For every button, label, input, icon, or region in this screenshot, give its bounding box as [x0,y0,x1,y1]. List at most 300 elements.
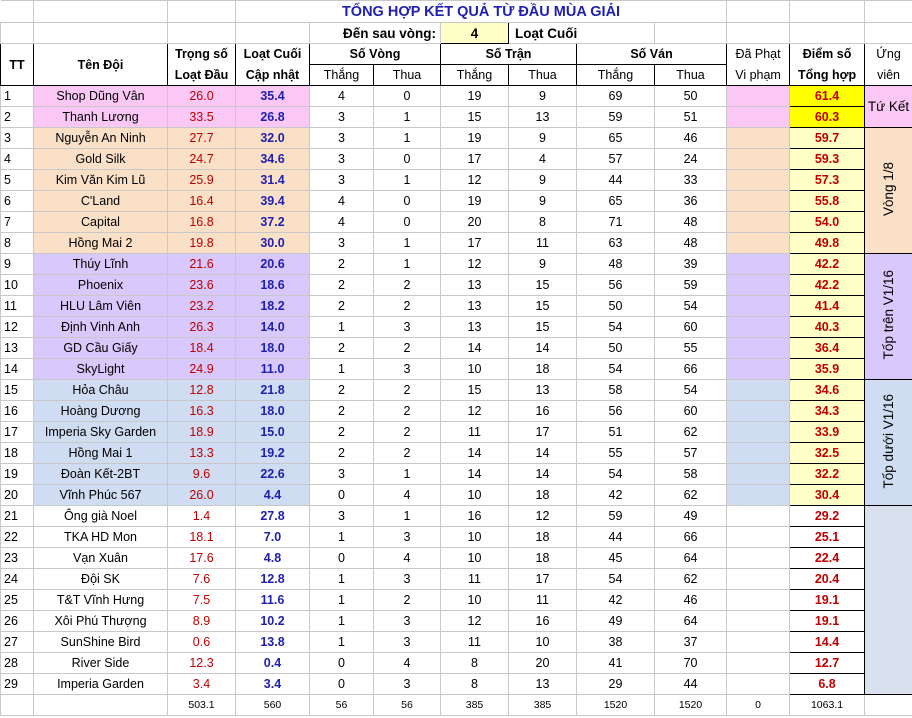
row-matches-lose: 18 [509,485,577,506]
row-rounds-lose: 2 [374,380,441,401]
header-games: Số Ván [577,44,727,65]
row-tt: 17 [1,422,34,443]
header-candidate-sub: viên [865,65,912,86]
row-rounds-lose: 3 [374,674,441,695]
row-penalty [727,464,790,485]
total-blank [1,695,34,716]
row-rounds-lose: 2 [374,338,441,359]
table-row [1,632,912,653]
row-tt: 7 [1,212,34,233]
table-row [1,401,912,422]
row-weight: 7.5 [168,590,236,611]
table-row [1,653,912,674]
table-row [1,464,912,485]
total-matches-win: 385 [441,695,509,716]
row-matches-win: 11 [441,569,509,590]
row-games-win: 44 [577,527,655,548]
row-penalty [727,590,790,611]
row-games-lose: 48 [655,212,727,233]
row-matches-lose: 16 [509,401,577,422]
row-points: 34.3 [790,401,865,422]
row-weight: 23.6 [168,275,236,296]
row-rounds-lose: 3 [374,317,441,338]
row-rounds-win: 2 [310,422,374,443]
row-points: 12.7 [790,653,865,674]
row-games-lose: 36 [655,191,727,212]
row-matches-lose: 14 [509,464,577,485]
row-rounds-lose: 1 [374,128,441,149]
row-games-lose: 44 [655,674,727,695]
row-rounds-lose: 4 [374,485,441,506]
row-games-lose: 70 [655,653,727,674]
row-team: Imperia Sky Garden [34,422,168,443]
row-matches-lose: 13 [509,380,577,401]
row-weight: 16.4 [168,191,236,212]
row-matches-lose: 18 [509,527,577,548]
row-games-win: 50 [577,296,655,317]
row-rounds-lose: 2 [374,422,441,443]
header-rounds: Số Vòng [310,44,441,65]
group-round-of-16 [865,128,912,254]
row-penalty [727,338,790,359]
row-tt: 5 [1,170,34,191]
row-matches-lose: 11 [509,590,577,611]
row-games-lose: 60 [655,317,727,338]
row-rounds-lose: 1 [374,506,441,527]
header-rounds-win: Thắng [310,65,374,86]
row-matches-lose: 15 [509,317,577,338]
table-row [1,149,912,170]
row-matches-win: 10 [441,359,509,380]
row-games-win: 51 [577,422,655,443]
row-games-win: 71 [577,212,655,233]
row-team: T&T Vĩnh Hưng [34,590,168,611]
row-tt: 18 [1,443,34,464]
row-final: 0.4 [236,653,310,674]
row-matches-win: 13 [441,296,509,317]
row-team: TKA HD Mon [34,527,168,548]
row-games-lose: 46 [655,128,727,149]
row-games-lose: 64 [655,548,727,569]
row-tt: 20 [1,485,34,506]
row-points: 60.3 [790,107,865,128]
row-points: 20.4 [790,569,865,590]
row-rounds-lose: 3 [374,527,441,548]
row-team: GD Cầu Giấy [34,338,168,359]
total-penalty: 0 [727,695,790,716]
row-team: Gold Silk [34,149,168,170]
header-tt: TT [1,44,34,86]
row-rounds-lose: 0 [374,212,441,233]
row-team: Imperia Garden [34,674,168,695]
total-games-lose: 1520 [655,695,727,716]
table-row [1,527,912,548]
row-matches-lose: 15 [509,296,577,317]
row-tt: 4 [1,149,34,170]
group-top-lower-label: Tốp dưới V1/16 [881,393,897,489]
row-games-lose: 54 [655,296,727,317]
row-final: 31.4 [236,170,310,191]
row-matches-lose: 12 [509,506,577,527]
row-games-lose: 37 [655,632,727,653]
row-matches-win: 10 [441,485,509,506]
group-top-lower [865,380,912,506]
header-final: Loạt Cuối [236,44,310,65]
header-weight: Trọng số [168,44,236,65]
row-matches-win: 8 [441,653,509,674]
row-matches-lose: 9 [509,86,577,107]
table-row [1,233,912,254]
row-final: 18.0 [236,401,310,422]
total-games-win: 1520 [577,695,655,716]
row-rounds-lose: 1 [374,254,441,275]
row-rounds-lose: 4 [374,548,441,569]
row-rounds-win: 2 [310,254,374,275]
row-weight: 17.6 [168,548,236,569]
row-rounds-win: 3 [310,107,374,128]
row-rounds-lose: 2 [374,590,441,611]
row-rounds-lose: 2 [374,443,441,464]
row-weight: 16.8 [168,212,236,233]
row-rounds-win: 0 [310,674,374,695]
row-matches-lose: 13 [509,107,577,128]
row-matches-win: 13 [441,275,509,296]
row-matches-lose: 8 [509,212,577,233]
row-matches-win: 20 [441,212,509,233]
header-games-win: Thắng [577,65,655,86]
row-matches-win: 19 [441,191,509,212]
row-points: 42.2 [790,275,865,296]
group-round-of-16-label: Vòng 1/8 [881,161,897,217]
row-rounds-lose: 2 [374,401,441,422]
row-rounds-lose: 0 [374,149,441,170]
row-team: HLU Lâm Viên [34,296,168,317]
row-points: 34.6 [790,380,865,401]
group-quarterfinal-label: Tứ Kết [867,99,910,114]
row-matches-win: 14 [441,464,509,485]
row-team: River Side [34,653,168,674]
header-matches-win: Thắng [441,65,509,86]
row-points: 14.4 [790,632,865,653]
row-matches-win: 17 [441,233,509,254]
row-points: 32.2 [790,464,865,485]
row-tt: 8 [1,233,34,254]
row-penalty [727,548,790,569]
row-games-win: 54 [577,359,655,380]
row-matches-win: 10 [441,527,509,548]
table-row [1,548,912,569]
row-final: 4.8 [236,548,310,569]
header-matches: Số Trận [441,44,577,65]
header-candidate: Ứng [865,44,912,65]
row-weight: 25.9 [168,170,236,191]
row-rounds-win: 2 [310,443,374,464]
row-games-lose: 54 [655,380,727,401]
row-rounds-lose: 3 [374,632,441,653]
row-rounds-win: 2 [310,401,374,422]
row-team: Vĩnh Phúc 567 [34,485,168,506]
row-rounds-win: 2 [310,380,374,401]
row-penalty [727,611,790,632]
row-rounds-win: 1 [310,527,374,548]
row-games-lose: 39 [655,254,727,275]
total-blank [865,695,912,716]
row-tt: 19 [1,464,34,485]
table-row [1,254,912,275]
row-final: 13.8 [236,632,310,653]
row-weight: 18.1 [168,527,236,548]
row-games-win: 49 [577,611,655,632]
row-penalty [727,254,790,275]
row-final: 3.4 [236,674,310,695]
row-tt: 13 [1,338,34,359]
row-tt: 27 [1,632,34,653]
row-rounds-lose: 1 [374,107,441,128]
row-points: 57.3 [790,170,865,191]
header-penalty: Đã Phạt [727,44,790,65]
row-tt: 14 [1,359,34,380]
row-matches-lose: 11 [509,233,577,254]
row-team: Shop Dũng Vân [34,86,168,107]
row-games-lose: 66 [655,359,727,380]
row-points: 35.9 [790,359,865,380]
row-tt: 22 [1,527,34,548]
row-rounds-lose: 3 [374,611,441,632]
row-team: Đội SK [34,569,168,590]
row-games-lose: 50 [655,86,727,107]
row-games-lose: 24 [655,149,727,170]
row-games-lose: 49 [655,506,727,527]
row-penalty [727,485,790,506]
group-top-upper [865,254,912,380]
row-team: Định Vinh Anh [34,317,168,338]
row-points: 6.8 [790,674,865,695]
row-final: 18.6 [236,275,310,296]
row-weight: 21.6 [168,254,236,275]
round-label: Đến sau vòng: [310,23,441,44]
row-rounds-lose: 1 [374,233,441,254]
total-points: 1063.1 [790,695,865,716]
row-matches-lose: 9 [509,128,577,149]
row-tt: 2 [1,107,34,128]
row-weight: 27.7 [168,128,236,149]
row-matches-win: 15 [441,107,509,128]
row-rounds-win: 1 [310,359,374,380]
row-games-win: 42 [577,485,655,506]
row-team: Thúy Lĩnh [34,254,168,275]
round-suffix: Loạt Cuối [509,23,655,44]
row-games-win: 63 [577,233,655,254]
row-final: 22.6 [236,464,310,485]
row-weight: 18.4 [168,338,236,359]
row-games-win: 45 [577,548,655,569]
row-team: Hồng Mai 1 [34,443,168,464]
total-rounds-lose: 56 [374,695,441,716]
row-points: 30.4 [790,485,865,506]
row-points: 25.1 [790,527,865,548]
row-points: 59.3 [790,149,865,170]
row-games-lose: 55 [655,338,727,359]
row-final: 14.0 [236,317,310,338]
row-penalty [727,128,790,149]
row-games-lose: 46 [655,590,727,611]
row-points: 61.4 [790,86,865,107]
row-matches-win: 19 [441,128,509,149]
header-final-sub: Cập nhật [236,65,310,86]
row-team: Hồng Mai 2 [34,233,168,254]
row-rounds-win: 3 [310,506,374,527]
row-final: 10.2 [236,611,310,632]
row-rounds-win: 4 [310,212,374,233]
row-games-win: 50 [577,338,655,359]
round-input[interactable]: 4 [441,23,509,44]
row-weight: 8.9 [168,611,236,632]
row-matches-lose: 9 [509,254,577,275]
row-rounds-win: 4 [310,86,374,107]
row-matches-win: 12 [441,611,509,632]
row-team: Thanh Lương [34,107,168,128]
row-tt: 12 [1,317,34,338]
total-rounds-win: 56 [310,695,374,716]
row-games-lose: 57 [655,443,727,464]
row-tt: 28 [1,653,34,674]
row-points: 41.4 [790,296,865,317]
table-row [1,380,912,401]
row-penalty [727,149,790,170]
row-tt: 23 [1,548,34,569]
row-matches-win: 14 [441,443,509,464]
row-matches-win: 8 [441,674,509,695]
row-penalty [727,170,790,191]
row-penalty [727,653,790,674]
row-weight: 26.0 [168,86,236,107]
row-penalty [727,422,790,443]
row-matches-lose: 10 [509,632,577,653]
row-final: 21.8 [236,380,310,401]
row-tt: 9 [1,254,34,275]
row-points: 19.1 [790,611,865,632]
row-points: 19.1 [790,590,865,611]
header-points-sub: Tổng hợp [790,65,865,86]
row-games-win: 29 [577,674,655,695]
row-rounds-lose: 1 [374,170,441,191]
row-weight: 19.8 [168,233,236,254]
row-rounds-lose: 3 [374,359,441,380]
row-rounds-lose: 3 [374,569,441,590]
row-penalty [727,86,790,107]
row-final: 39.4 [236,191,310,212]
row-team: C'Land [34,191,168,212]
table-row [1,590,912,611]
header-points: Điểm số [790,44,865,65]
row-points: 40.3 [790,317,865,338]
table-row [1,611,912,632]
row-games-lose: 48 [655,233,727,254]
row-matches-lose: 9 [509,170,577,191]
row-tt: 24 [1,569,34,590]
row-games-win: 54 [577,569,655,590]
row-matches-lose: 14 [509,443,577,464]
row-penalty [727,632,790,653]
table-row [1,485,912,506]
row-final: 4.4 [236,485,310,506]
row-games-win: 54 [577,317,655,338]
row-tt: 10 [1,275,34,296]
row-team: Vạn Xuân [34,548,168,569]
row-matches-win: 12 [441,170,509,191]
table-row [1,107,912,128]
row-tt: 15 [1,380,34,401]
row-rounds-win: 0 [310,548,374,569]
row-games-win: 58 [577,380,655,401]
row-rounds-win: 3 [310,149,374,170]
row-final: 7.0 [236,527,310,548]
row-weight: 26.0 [168,485,236,506]
table-row [1,128,912,149]
row-penalty [727,212,790,233]
row-matches-lose: 20 [509,653,577,674]
row-final: 19.2 [236,443,310,464]
row-weight: 33.5 [168,107,236,128]
row-games-lose: 64 [655,611,727,632]
row-weight: 18.9 [168,422,236,443]
row-team: Đoàn Kết-2BT [34,464,168,485]
table-row [1,674,912,695]
row-games-lose: 66 [655,527,727,548]
row-rounds-win: 3 [310,128,374,149]
row-rounds-win: 0 [310,653,374,674]
table-row [1,191,912,212]
row-rounds-win: 1 [310,611,374,632]
table-row [1,317,912,338]
row-final: 15.0 [236,422,310,443]
row-matches-lose: 9 [509,191,577,212]
row-penalty [727,317,790,338]
row-games-win: 54 [577,464,655,485]
header-games-lose: Thua [655,65,727,86]
row-matches-win: 10 [441,590,509,611]
row-final: 27.8 [236,506,310,527]
row-final: 35.4 [236,86,310,107]
row-weight: 1.4 [168,506,236,527]
row-games-lose: 60 [655,401,727,422]
row-final: 11.6 [236,590,310,611]
table-row [1,506,912,527]
row-penalty [727,107,790,128]
row-weight: 12.8 [168,380,236,401]
row-games-win: 55 [577,443,655,464]
row-points: 54.0 [790,212,865,233]
row-rounds-win: 3 [310,170,374,191]
row-games-win: 44 [577,170,655,191]
row-weight: 13.3 [168,443,236,464]
row-rounds-win: 1 [310,590,374,611]
row-points: 42.2 [790,254,865,275]
row-matches-win: 10 [441,548,509,569]
row-games-lose: 62 [655,485,727,506]
header-penalty-sub: Vi phạm [727,65,790,86]
row-matches-lose: 15 [509,275,577,296]
row-rounds-win: 1 [310,632,374,653]
row-games-lose: 62 [655,422,727,443]
row-final: 37.2 [236,212,310,233]
row-points: 49.8 [790,233,865,254]
row-games-win: 65 [577,191,655,212]
row-matches-win: 13 [441,317,509,338]
row-team: Kim Văn Kim Lũ [34,170,168,191]
row-matches-win: 17 [441,149,509,170]
row-team: Ông già Noel [34,506,168,527]
